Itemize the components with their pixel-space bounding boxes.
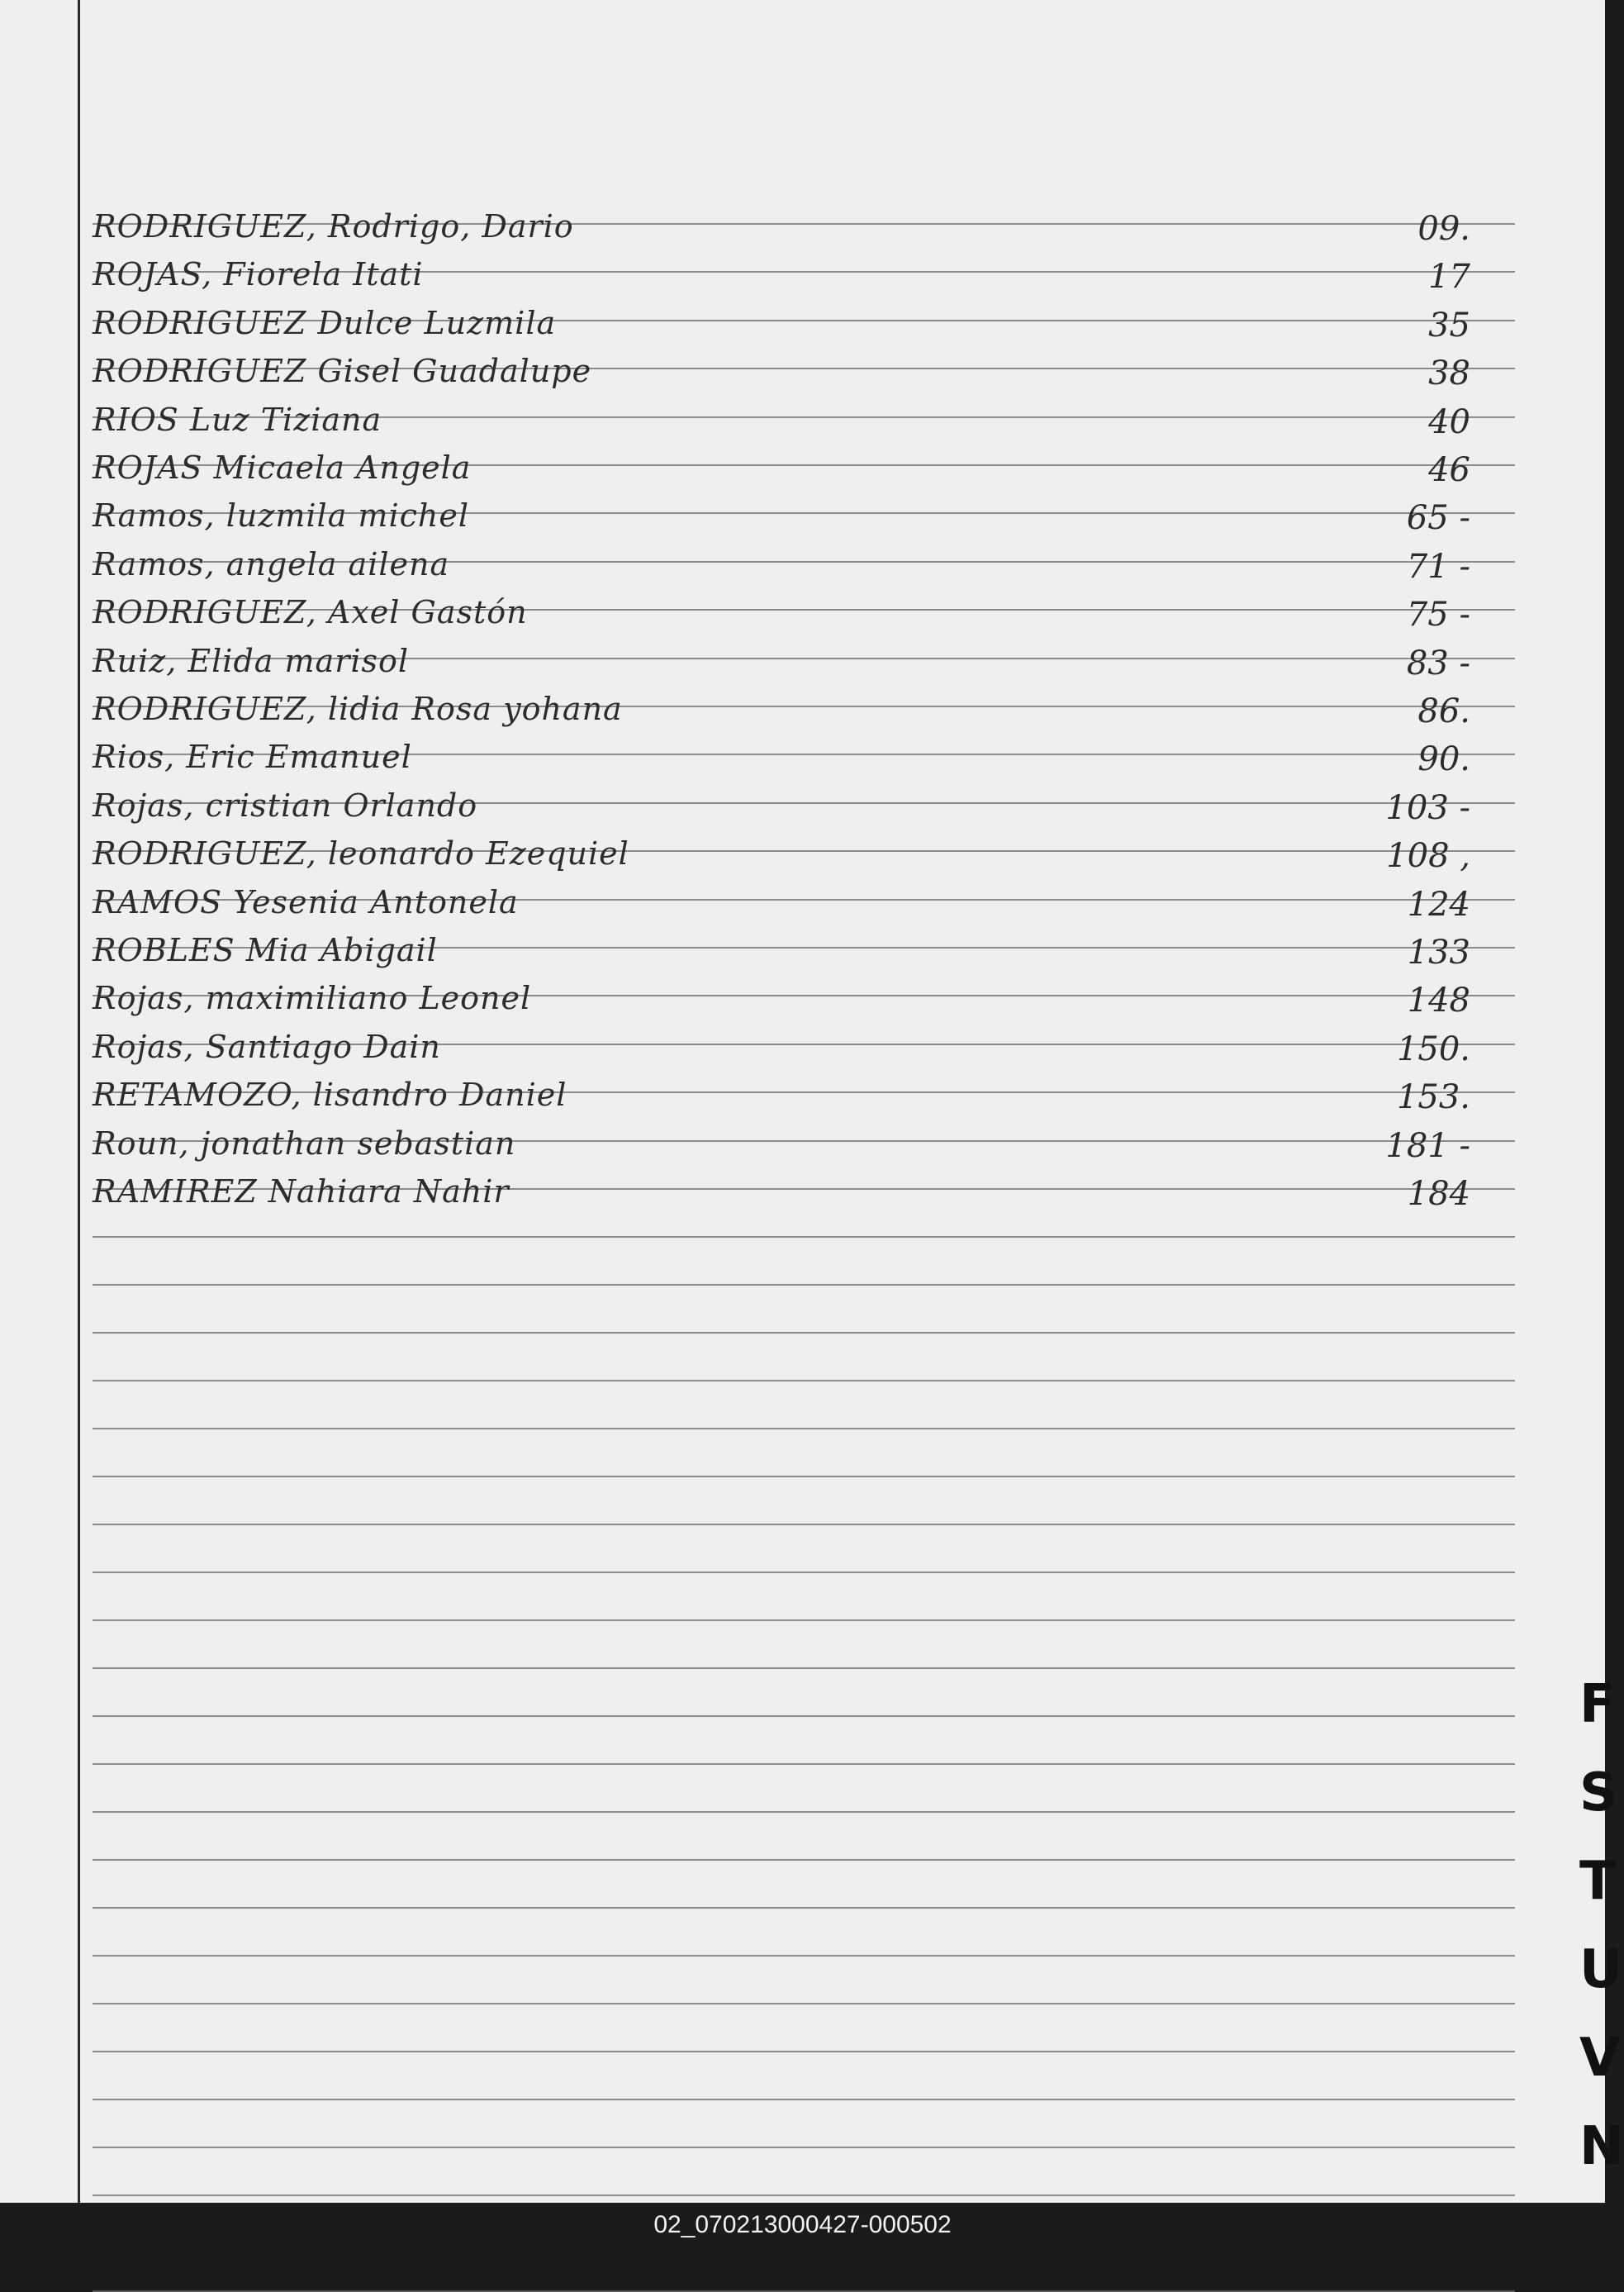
ruled-line bbox=[93, 1859, 1515, 1861]
ruled-line bbox=[93, 1715, 1515, 1717]
entry-number: 90. bbox=[1417, 740, 1470, 778]
ruled-line bbox=[93, 1619, 1515, 1621]
ruled-line bbox=[93, 1428, 1515, 1429]
entry-number: 124 bbox=[1407, 886, 1470, 924]
entry-name: Rojas, Santiago Dain bbox=[93, 1029, 441, 1065]
entry-name: RODRIGUEZ, Rodrigo, Dario bbox=[93, 208, 574, 245]
entry-number: 83 - bbox=[1406, 644, 1470, 682]
entry-name: Ramos, angela ailena bbox=[93, 546, 450, 583]
entry-number: 181 - bbox=[1385, 1127, 1470, 1165]
entry-name: RIOS Luz Tiziana bbox=[93, 402, 382, 438]
entry-name: RETAMOZO, lisandro Daniel bbox=[93, 1077, 567, 1113]
entry-number: 71 - bbox=[1406, 548, 1470, 586]
edge-letter: N bbox=[1579, 2116, 1624, 2177]
entry-number: 35 bbox=[1428, 307, 1470, 345]
entry-name: Roun, jonathan sebastian bbox=[93, 1125, 516, 1162]
entry-number: 75 - bbox=[1406, 596, 1470, 634]
ruled-line bbox=[93, 1667, 1515, 1669]
ruled-line bbox=[93, 2099, 1515, 2100]
entry-name: Rios, Eric Emanuel bbox=[93, 739, 412, 775]
ruled-line bbox=[93, 1811, 1515, 1813]
entry-number: 133 bbox=[1407, 934, 1470, 972]
edge-letter: F bbox=[1579, 1674, 1616, 1735]
footer-code: 02_070213000427-000502 bbox=[653, 2211, 952, 2238]
entry-name: RODRIGUEZ Gisel Guadalupe bbox=[93, 353, 592, 389]
ruled-line bbox=[93, 1332, 1515, 1334]
entry-number: 09. bbox=[1417, 210, 1470, 248]
ruled-line bbox=[93, 1524, 1515, 1525]
entry-number: 148 bbox=[1407, 982, 1470, 1020]
ruled-line bbox=[93, 1284, 1515, 1286]
entry-name: RAMIREZ Nahiara Nahir bbox=[93, 1173, 510, 1210]
ruled-line bbox=[93, 2051, 1515, 2052]
entry-name: ROJAS, Fiorela Itati bbox=[93, 256, 424, 292]
ruled-line bbox=[93, 1236, 1515, 1238]
entry-number: 40 bbox=[1428, 403, 1470, 441]
ruled-line bbox=[93, 1572, 1515, 1573]
entry-number: 17 bbox=[1428, 258, 1470, 296]
entry-number: 184 bbox=[1407, 1175, 1470, 1213]
ruled-line bbox=[93, 2003, 1515, 2004]
entry-name: RODRIGUEZ, Axel Gastón bbox=[93, 594, 528, 630]
entry-name: Rojas, maximiliano Leonel bbox=[93, 980, 532, 1016]
entry-name: Ruiz, Elida marisol bbox=[93, 643, 410, 679]
entry-name: Rojas, cristian Orlando bbox=[93, 787, 478, 824]
ruled-line bbox=[93, 1907, 1515, 1909]
ruled-line bbox=[93, 1955, 1515, 1957]
entry-number: 38 bbox=[1428, 354, 1470, 392]
edge-letter: U bbox=[1579, 1939, 1622, 2000]
page-edge-letters bbox=[1579, 1661, 1624, 2191]
entry-number: 150. bbox=[1396, 1030, 1470, 1068]
entry-name: RAMOS Yesenia Antonela bbox=[93, 884, 519, 920]
entry-name: ROBLES Mia Abigail bbox=[93, 932, 438, 968]
entry-number: 153. bbox=[1396, 1078, 1470, 1116]
entry-number: 86. bbox=[1417, 692, 1470, 730]
entry-name: RODRIGUEZ, leonardo Ezequiel bbox=[93, 835, 629, 872]
entry-number: 108 , bbox=[1386, 837, 1470, 875]
ruled-line bbox=[93, 1763, 1515, 1765]
entry-name: Ramos, luzmila michel bbox=[93, 497, 470, 534]
entry-name: RODRIGUEZ Dulce Luzmila bbox=[93, 305, 557, 341]
entry-number: 46 bbox=[1428, 451, 1470, 489]
entry-number: 103 - bbox=[1385, 789, 1470, 827]
ruled-line bbox=[93, 1476, 1515, 1477]
ruled-line bbox=[93, 2147, 1515, 2148]
ruled-line bbox=[93, 1380, 1515, 1381]
edge-letter: T bbox=[1579, 1851, 1616, 1912]
entry-name: ROJAS Micaela Angela bbox=[93, 449, 472, 486]
entry-number: 65 - bbox=[1406, 499, 1470, 537]
edge-letter: S bbox=[1579, 1762, 1618, 1824]
entry-name: RODRIGUEZ, lidia Rosa yohana bbox=[93, 691, 623, 727]
edge-letter: V bbox=[1579, 2028, 1621, 2089]
ruled-line bbox=[93, 2195, 1515, 2196]
